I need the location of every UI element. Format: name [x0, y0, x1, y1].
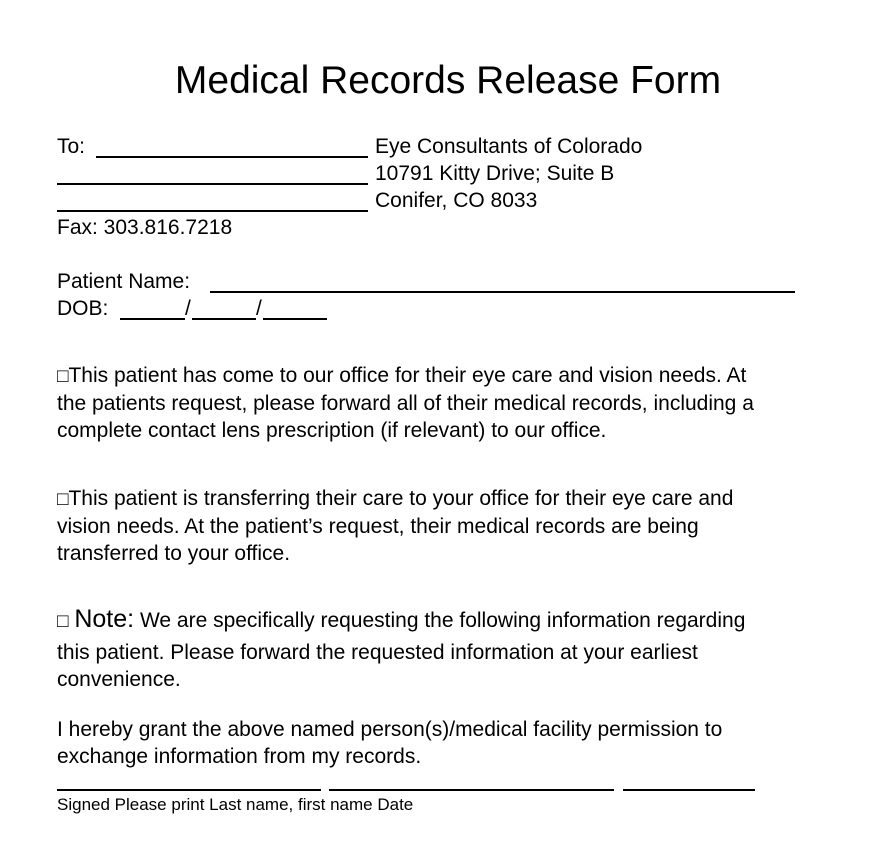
- printed-name-field[interactable]: [329, 789, 614, 791]
- dob-month-field[interactable]: [120, 318, 185, 320]
- dob-label: DOB:: [57, 297, 109, 320]
- to-address-field-1[interactable]: [57, 183, 368, 185]
- option-text: the patients request, please forward all of their medical records, including a: [57, 392, 754, 415]
- to-label: To:: [57, 135, 86, 158]
- option-text: convenience.: [57, 668, 181, 691]
- to-address-field-2[interactable]: [57, 210, 368, 212]
- consent-statement: [57, 716, 857, 770]
- option-text: This patient has come to our office for their eye care and vision needs. At: [68, 364, 747, 387]
- checkbox-transfer-care[interactable]: □: [57, 489, 69, 510]
- option-text: this patient. Please forward the requested information at your earliest: [57, 641, 698, 664]
- checkbox-note[interactable]: □: [57, 611, 69, 632]
- signature-field[interactable]: [57, 789, 321, 791]
- patient-name-field[interactable]: [210, 291, 795, 293]
- to-name-field[interactable]: [96, 156, 368, 158]
- option-note: [57, 602, 857, 693]
- note-label: Note:: [74, 605, 135, 633]
- option-text: vision needs. At the patient’s request, their medical records are being: [57, 515, 699, 538]
- recipient-name: Eye Consultants of Colorado: [375, 135, 643, 158]
- option-text: transferred to your office.: [57, 542, 291, 565]
- dob-day-field[interactable]: [192, 318, 256, 320]
- option-transfer-care: [57, 485, 857, 567]
- consent-text: I hereby grant the above named person(s)/medical facility permission to: [57, 718, 723, 741]
- recipient-address-line1: 10791 Kitty Drive; Suite B: [375, 162, 615, 185]
- date-field[interactable]: [623, 789, 755, 791]
- consent-text: exchange information from my records.: [57, 745, 422, 768]
- dob-separator-1: /: [185, 297, 191, 320]
- fax-number: Fax: 303.816.7218: [57, 216, 233, 239]
- recipient-address-line2: Conifer, CO 8033: [375, 189, 538, 212]
- option-text: complete contact lens prescription (if relevant) to our office.: [57, 419, 607, 442]
- checkbox-records-request[interactable]: □: [57, 366, 69, 387]
- option-transfer-care-line: [57, 485, 857, 513]
- option-note-line: [57, 602, 857, 639]
- dob-separator-2: /: [256, 297, 262, 320]
- option-text: We are specifically requesting the following information regarding: [139, 609, 746, 632]
- option-records-request: [57, 362, 857, 444]
- form-title: Medical Records Release Form: [174, 59, 722, 102]
- option-records-request-line: [57, 362, 857, 390]
- patient-name-label: Patient Name:: [57, 270, 191, 293]
- dob-year-field[interactable]: [263, 318, 327, 320]
- option-text: This patient is transferring their care to your office for their eye care and: [68, 487, 734, 510]
- signature-labels: Signed Please print Last name, first name Date: [57, 795, 414, 814]
